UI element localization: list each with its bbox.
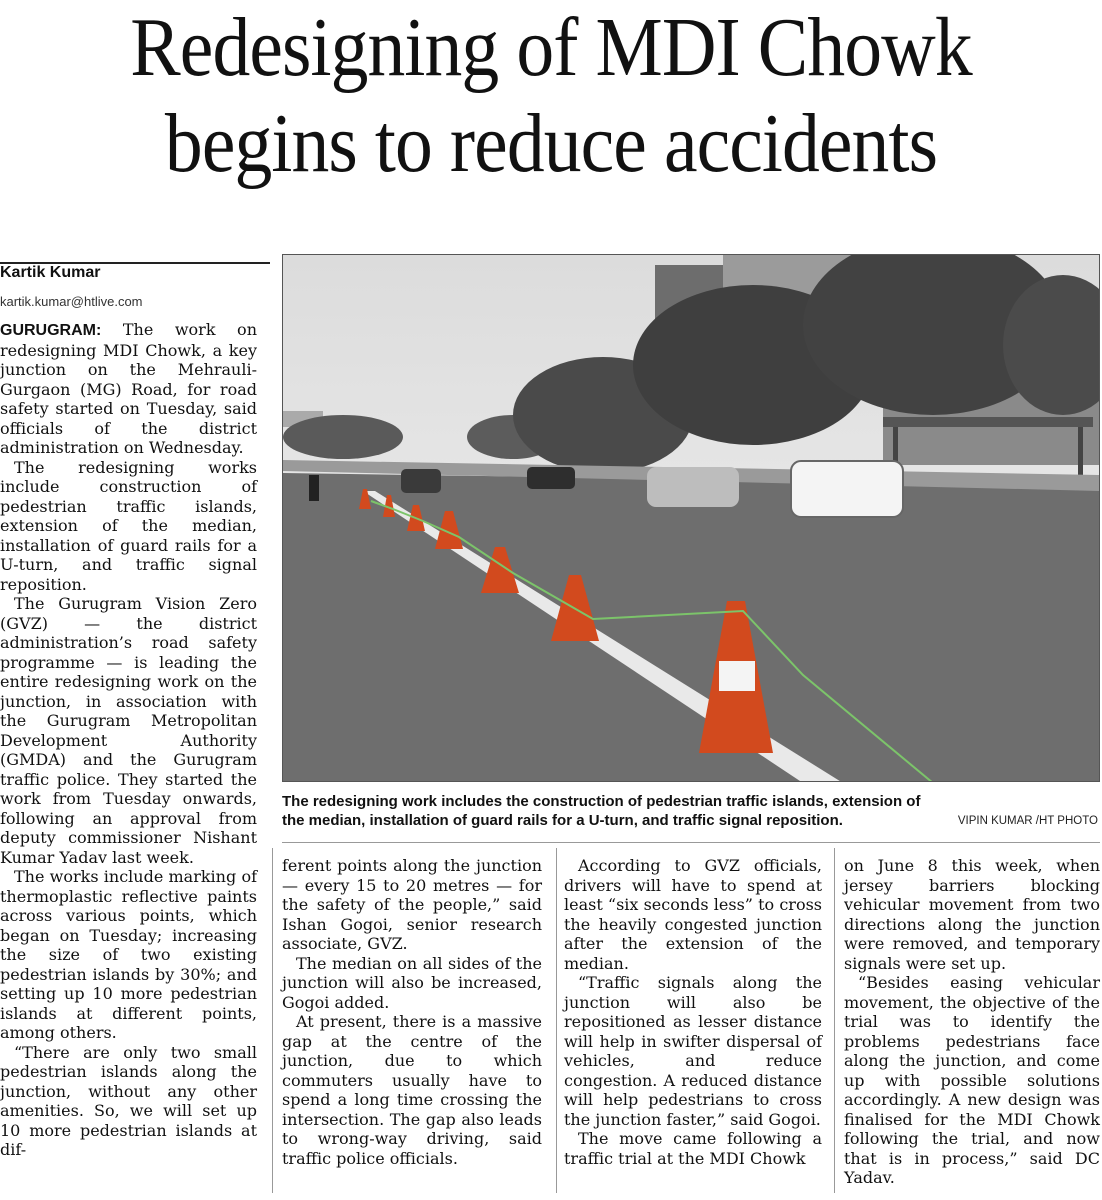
column-divider xyxy=(556,848,557,1193)
paragraph: At present, there is a massive gap at the centre of the junction, due to which commuters usually have to spend a long time crossing the intersection. The gap also leads to wrong-way driving, said traffic police officials. xyxy=(282,1012,542,1168)
article-column-2 xyxy=(282,856,542,1168)
article-column-4 xyxy=(844,856,1100,1188)
paragraph: “Besides easing vehicular movement, the objective of the trial was to identify the problems pedestrians face along the junction, and come up with possible solutions accordingly. A new design was finalised for the MDI Chowk following the trial, and now that is in process,” said DC Yadav. xyxy=(844,973,1100,1187)
divider xyxy=(282,842,1100,843)
paragraph: The works include marking of thermoplastic reflective paints across various points, which began on Tuesday; increasing the size of two existing pedestrian islands by 30%; and setting up 10 more pedestrian islands at different points, among others. xyxy=(0,867,257,1042)
paragraph: The move came following a traffic trial at the MDI Chowk xyxy=(564,1129,822,1168)
photo-caption: The redesigning work includes the construction of pedestrian traffic islands, extension of the median, installation of guard rails for a U-turn, and traffic signal reposition. xyxy=(282,793,921,829)
paragraph: The Gurugram Vision Zero (GVZ) — the district administration’s road safety programme — is leading the entire redesigning work on the junction, in association with the Gurugram Metropolitan Development Authority (GMDA) and the Gurugram traffic police. They started the work from Tuesday onwards, following an approval from deputy commissioner Nishant Kumar Yadav last week. xyxy=(0,594,257,867)
paragraph: “There are only two small pedestrian islands along the junction, without any other amenities. So, we will set up 10 more pedestrian islands at dif- xyxy=(0,1042,257,1159)
paragraph: The redesigning works include construction of pedestrian traffic islands, extension of the median, installation of guard rails for a U-turn, and traffic signal reposition. xyxy=(0,457,257,594)
dateline: GURUGRAM: xyxy=(0,322,102,339)
author-name: Kartik Kumar xyxy=(0,264,101,281)
paragraph: According to GVZ officials, drivers will have to spend at least “six seconds less” to cross the heavily congested junction after the extension of the median. xyxy=(564,856,822,973)
headline-line-2: begins to reduce accidents xyxy=(164,97,938,190)
paragraph: “Traffic signals along the junction will also be repositioned as lesser distance will help in swifter dispersal of vehicles, and reduce congestion. A reduced distance will help pedestrians to cross the junction faster,” said Gogoi. xyxy=(564,973,822,1129)
paragraph: ferent points along the junction — every 15 to 20 metres — for the safety of the people,” said Ishan Gogoi, senior research associate, GVZ. xyxy=(282,856,542,953)
road-photo-illustration xyxy=(283,255,1100,782)
headline-line-1: Redesigning of MDI Chowk xyxy=(130,1,972,94)
headline xyxy=(55,0,1047,192)
column-divider xyxy=(834,848,835,1193)
news-photo xyxy=(282,254,1100,782)
paragraph: GURUGRAM: The work on redesigning MDI Chowk, a key junction on the Mehrauli-Gurgaon (MG) Road, for road safety started on Tuesday, said officials of the district administration on Wednesday. xyxy=(0,320,257,457)
column-divider xyxy=(272,848,273,1193)
paragraph: The median on all sides of the junction will also be increased, Gogoi added. xyxy=(282,953,542,1012)
paragraph: on June 8 this week, when jersey barriers blocking vehicular movement from two directions along the junction were removed, and temporary signals were set up. xyxy=(844,856,1100,973)
article-column-1 xyxy=(0,320,257,1160)
author-email: kartik.kumar@htlive.com xyxy=(0,294,143,309)
photo-credit: VIPIN KUMAR /HT PHOTO xyxy=(957,815,1098,827)
article-column-3 xyxy=(564,856,822,1168)
